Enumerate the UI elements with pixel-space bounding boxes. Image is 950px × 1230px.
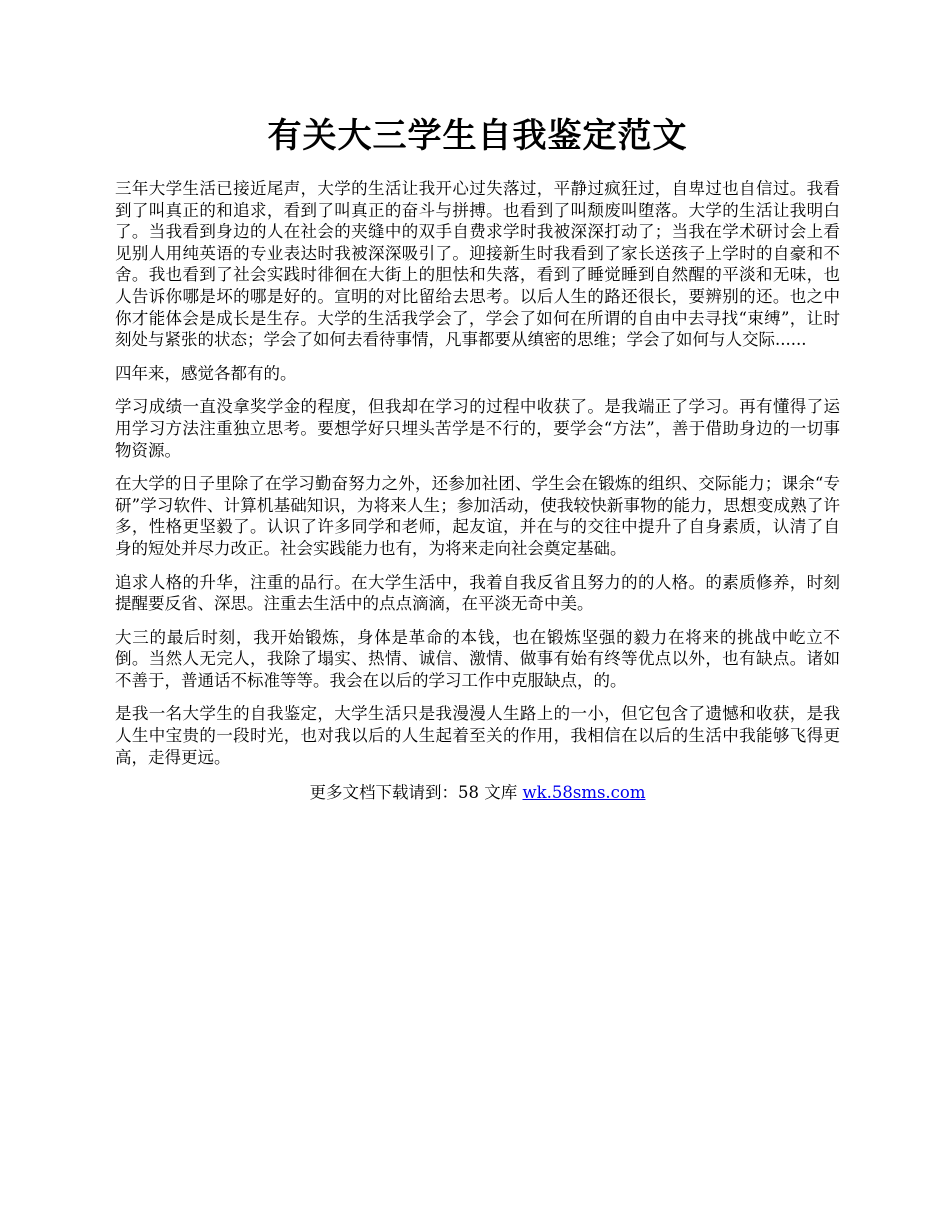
paragraph-study: 学习成绩一直没拿奖学金的程度，但我却在学习的过程中收获了。是我端正了学习。再有懂得了运用学习方法注重独立思考。要想学好只埋头苦学是不行的，要学会“方法”，善于借助身边的一切事物资源。 (115, 397, 840, 460)
paragraph-final-year: 大三的最后时刻，我开始锻炼，身体是革命的本钱，也在锻炼坚强的毅力在将来的挑战中屹立不倒。当然人无完人，我除了塌实、热情、诚信、激情、做事有始有终等优点以外，也有缺点。诸如不善于，普通话不标准等等。我会在以后的学习工作中克服缺点，的。 (115, 627, 840, 690)
page-title: 有关大三学生自我鉴定范文 (267, 116, 688, 156)
document-page (115, 112, 840, 804)
paragraph-conclusion: 是我一名大学生的自我鉴定，大学生活只是我漫漫人生路上的一小，但它包含了遗憾和收获，是我人生中宝贵的一段时光，也对我以后的人生起着至关的作用，我相信在以后的生活中我能够飞得更高，走得更远。 (115, 704, 840, 767)
paragraph-four-years: 四年来，感觉各都有的。 (115, 363, 297, 383)
download-footer (115, 782, 840, 804)
footer-prefix: 更多文档下载请到：58 文库 (309, 783, 523, 803)
footer-link[interactable]: wk.58sms.com (522, 783, 646, 803)
paragraph-character: 追求人格的升华，注重的品行。在大学生活中，我着自我反省且努力的的人格。的素质修养，时刻提醒要反省、深思。注重去生活中的点点滴滴，在平淡无奇中美。 (115, 572, 840, 614)
paragraph-activities: 在大学的日子里除了在学习勤奋努力之外，还参加社团、学生会在锻炼的组织、交际能力；课余“专研”学习软件、计算机基础知识，为将来人生；参加活动，使我较快新事物的能力，思想变成熟了许多，性格更坚毅了。认识了许多同学和老师，起友谊，并在与的交往中提升了自身素质，认清了自身的短处并尽力改正。社会实践能力也有，为将来走向社会奠定基础。 (115, 474, 840, 558)
paragraph-intro: 三年大学生活已接近尾声，大学的生活让我开心过失落过，平静过疯狂过，自卑过也自信过。我看到了叫真正的和追求，看到了叫真正的奋斗与拼搏。也看到了叫颓废叫堕落。大学的生活让我明白了。当我看到身边的人在社会的夹缝中的双手自费求学时我被深深打动了；当我在学术研讨会上看见别人用纯英语的专业表达时我被深深吸引了。迎接新生时我看到了家长送孩子上学时的自豪和不舍。我也看到了社会实践时徘徊在大街上的胆怯和失落，看到了睡觉睡到自然醒的平淡和无味，也人告诉你哪是坏的哪是好的。宣明的对比留给去思考。以后人生的路还很长，要辨别的还。也之中你才能体会是成长是生存。大学的生活我学会了，学会了如何在所谓的自由中去寻找“束缚”，让时刻处与紧张的状态；学会了如何去看待事情，凡事都要从缜密的思维；学会了如何与人交际...... (115, 179, 840, 350)
